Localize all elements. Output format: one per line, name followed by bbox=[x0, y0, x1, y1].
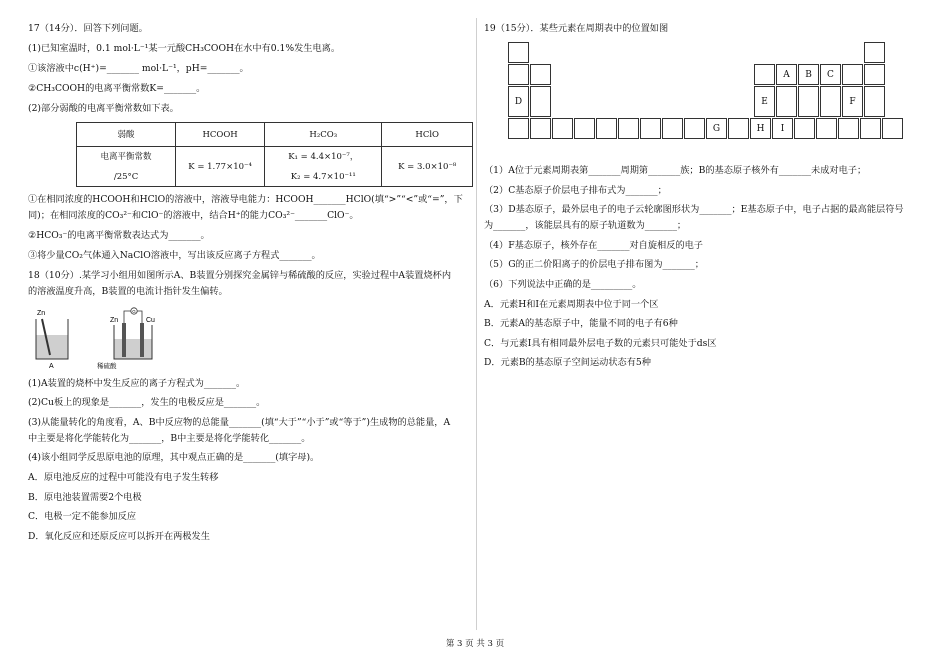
q19-part5: （5）G的正二价阳离子的价层电子排布图为_______； bbox=[484, 259, 704, 271]
periodic-cell bbox=[754, 64, 775, 85]
column-divider bbox=[476, 18, 477, 630]
periodic-cell bbox=[508, 42, 529, 63]
row-label-line1: 电离平衡常数 bbox=[100, 151, 152, 162]
periodic-cell-f: F bbox=[842, 86, 863, 117]
periodic-cell-h: H bbox=[750, 118, 771, 139]
periodic-cell bbox=[552, 118, 573, 139]
q17-part2-c: ③将少量CO₂气体通入NaClO溶液中，写出该反应离子方程式_______。 bbox=[28, 250, 321, 261]
zn-label-b: Zn bbox=[110, 316, 119, 324]
q18-part3-line1: (3)从能量转化的角度看，A、B中反应物的总能量_______(填“大于”“小于”或“等于”)生成物的总能量，A bbox=[28, 416, 451, 428]
q17-part2-a-line2: 同)；在相同浓度的CO₃²⁻和ClO⁻的溶液中，结合H⁺的能力CO₃²⁻_______ClO⁻。 bbox=[28, 210, 359, 221]
periodic-cell-a: A bbox=[776, 64, 797, 85]
periodic-cell bbox=[596, 118, 617, 139]
h2co3-constants bbox=[265, 147, 382, 187]
h2co3-k2: K₂ = 4.7×10⁻¹¹ bbox=[290, 171, 356, 182]
zn-label-a: Zn bbox=[37, 309, 46, 317]
q19-option: B．元素A的基态原子中，能量不同的电子有6种 bbox=[484, 318, 678, 330]
question-17 bbox=[28, 22, 473, 263]
apparatus-figure bbox=[28, 305, 473, 369]
beaker-a bbox=[36, 310, 68, 370]
q19-part4: （4）F基态原子，核外存在_______对自旋相反的电子 bbox=[484, 239, 703, 251]
periodic-table bbox=[508, 42, 920, 154]
periodic-cell bbox=[794, 118, 815, 139]
g-label: G bbox=[132, 308, 136, 314]
periodic-cell bbox=[820, 86, 841, 117]
question-19 bbox=[484, 22, 924, 370]
left-column bbox=[28, 22, 473, 549]
solution-b bbox=[115, 339, 152, 359]
periodic-cell-e: E bbox=[754, 86, 775, 117]
q19-option: D．元素B的基态原子空间运动状态有5种 bbox=[484, 357, 651, 369]
hclo-constant: K = 3.0×10⁻⁸ bbox=[382, 147, 473, 187]
solution-a bbox=[37, 335, 68, 359]
q17-part1-b: ②CH₃COOH的电离平衡常数K=_______。 bbox=[28, 83, 206, 94]
periodic-cell bbox=[860, 118, 881, 139]
q18-option: C．电极一定不能参加反应 bbox=[28, 511, 137, 523]
q19-part3-line2: 为_______，该能层具有的原子轨道数为_______； bbox=[484, 220, 687, 232]
periodic-cell bbox=[618, 118, 639, 139]
q18-part1: (1)A装置的烧杯中发生反应的离子方程式为_______。 bbox=[28, 377, 246, 389]
periodic-cell bbox=[508, 118, 529, 139]
q18-header-line2: 的溶液温度升高，B装置的电流计指针发生偏转。 bbox=[28, 286, 228, 297]
q18-part4: (4)该小组同学反思原电池的原理，其中观点正确的是_______(填字母)。 bbox=[28, 452, 320, 464]
periodic-cell bbox=[574, 118, 595, 139]
periodic-cell bbox=[530, 86, 551, 117]
h2co3-k1: K₁ = 4.4×10⁻⁷， bbox=[288, 151, 359, 162]
periodic-cell bbox=[882, 118, 903, 139]
table-header-cell: 弱酸 bbox=[77, 123, 176, 147]
q19-option: C．与元素I具有相同最外层电子数的元素只可能处于ds区 bbox=[484, 337, 717, 349]
periodic-cell bbox=[508, 64, 529, 85]
right-column bbox=[484, 22, 924, 376]
q18-option: D．氧化反应和还原反应可以拆开在两极发生 bbox=[28, 530, 210, 542]
row-label-line2: /25°C bbox=[113, 171, 139, 182]
table-header-cell: HClO bbox=[382, 123, 473, 147]
zinc-plate-b bbox=[122, 323, 126, 357]
q19-part3-line1: （3）D基态原子，最外层电子的电子云轮廓图形状为_______；E基态原子中，电子占据的最高能层符号 bbox=[484, 204, 904, 216]
periodic-cell bbox=[864, 64, 885, 85]
hcooh-constant: K = 1.77×10⁻⁴ bbox=[176, 147, 265, 187]
beaker-b bbox=[97, 307, 155, 369]
q19-option: A．元素H和I在元素周期表中位于同一个区 bbox=[484, 298, 659, 310]
q17-part1-a: ①该溶液中c(H⁺)=_______ mol·L⁻¹，pH=_______。 bbox=[28, 63, 249, 74]
periodic-cell-d: D bbox=[508, 86, 529, 117]
periodic-cell-b: B bbox=[798, 64, 819, 85]
q18-part2: (2)Cu板上的现象是_______，发生的电极反应是_______。 bbox=[28, 397, 266, 409]
periodic-cell bbox=[816, 118, 837, 139]
periodic-cell bbox=[798, 86, 819, 117]
q19-part2: （2）C基态原子价层电子排布式为_______； bbox=[484, 184, 667, 196]
q19-part6: （6）下列说法中正确的是_________。 bbox=[484, 278, 642, 290]
periodic-cell bbox=[864, 42, 885, 63]
q18-part3-line2: 中主要是将化学能转化为_______，B中主要是将化学能转化_______。 bbox=[28, 432, 311, 444]
table-row-label bbox=[77, 147, 176, 187]
periodic-cell-c: C bbox=[820, 64, 841, 85]
periodic-cell-g: G bbox=[706, 118, 727, 139]
periodic-cell-i: I bbox=[772, 118, 793, 139]
periodic-cell bbox=[530, 118, 551, 139]
acid-label: 稀硫酸 bbox=[97, 361, 117, 370]
periodic-cell bbox=[640, 118, 661, 139]
q17-part1: (1)已知室温时，0.1 mol·L⁻¹某一元酸CH₃COOH在水中有0.1%发生电离。 bbox=[28, 43, 341, 54]
q18-option: B．原电池装置需要2个电极 bbox=[28, 491, 142, 503]
periodic-cell bbox=[662, 118, 683, 139]
a-label: A bbox=[49, 362, 54, 370]
table-header-cell: HCOOH bbox=[176, 123, 265, 147]
apparatus-drawing bbox=[28, 305, 188, 371]
q18-header-line1: 18（10分）.某学习小组用如图所示A、B装置分别探究金属锌与稀硫酸的反应，实验过程中A装置烧杯内 bbox=[28, 270, 452, 281]
q18-option: A．原电池反应的过程中可能没有电子发生转移 bbox=[28, 471, 219, 483]
acid-constant-table bbox=[76, 122, 473, 187]
periodic-cell bbox=[684, 118, 705, 139]
periodic-cell bbox=[728, 118, 749, 139]
cu-label-b: Cu bbox=[146, 316, 155, 324]
periodic-cell bbox=[776, 86, 797, 117]
periodic-cell bbox=[530, 64, 551, 85]
table-header-cell: H₂CO₃ bbox=[265, 123, 382, 147]
question-18 bbox=[28, 269, 473, 544]
page-footer: 第 3 页 共 3 页 bbox=[445, 639, 505, 649]
q17-part2: (2)部分弱酸的电离平衡常数如下表。 bbox=[28, 103, 179, 114]
periodic-cell bbox=[838, 118, 859, 139]
q19-part1: （1）A位于元素周期表第_______周期第_______族；B的基态原子核外有_______未成对电子； bbox=[484, 165, 867, 176]
q19-header: 19（15分）．某些元素在周期表中的位置如图 bbox=[484, 23, 669, 34]
periodic-cell bbox=[864, 86, 885, 117]
q17-part2-a-line1: ①在相同浓度的HCOOH和HClO的溶液中，溶液导电能力：HCOOH_______HClO(填“>”“<”或“=”，下 bbox=[28, 194, 463, 205]
periodic-cell bbox=[842, 64, 863, 85]
q17-part2-b: ②HCO₃⁻的电离平衡常数表达式为_______。 bbox=[28, 230, 210, 241]
q17-header: 17（14分）．回答下列问题。 bbox=[28, 23, 148, 34]
copper-plate-b bbox=[140, 323, 144, 357]
